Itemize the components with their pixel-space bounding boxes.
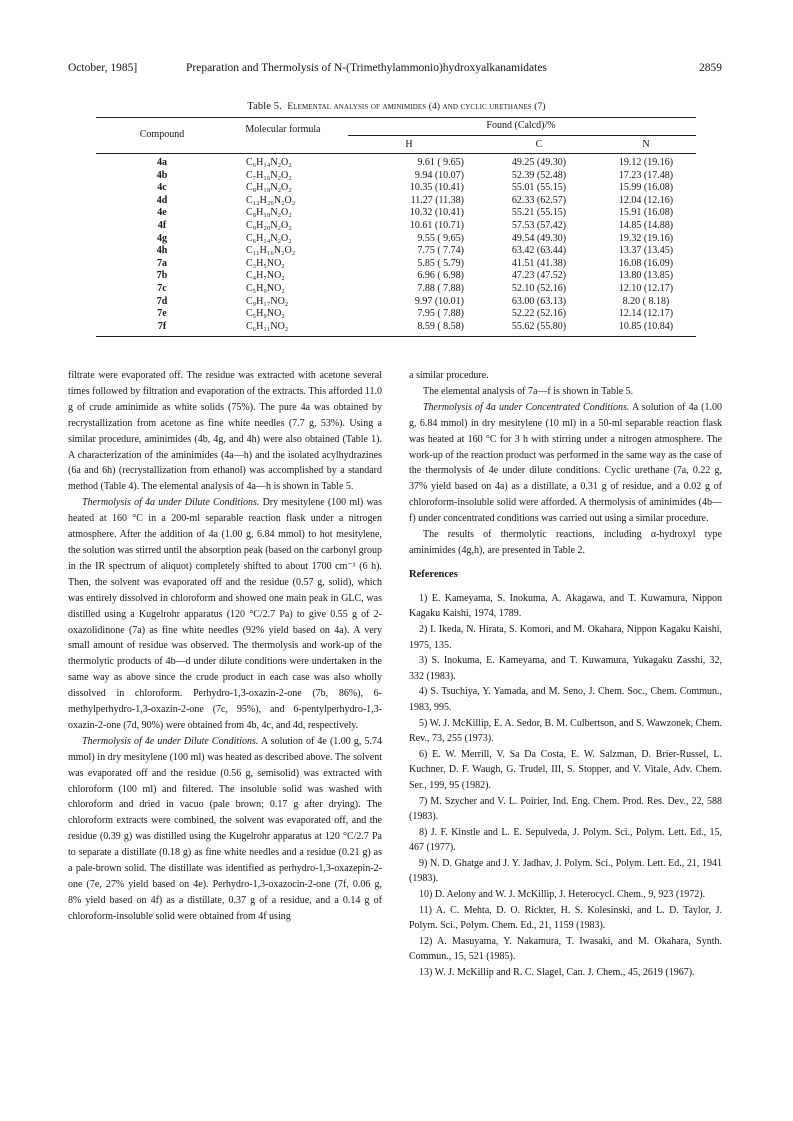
cell-formula: C₅H₉NO₂ — [246, 308, 285, 320]
table-row — [96, 170, 696, 183]
cell-compound: 4d — [156, 194, 168, 206]
cell-formula: C₅H₉NO₂ — [246, 283, 285, 294]
cell-c: 41.51 (41.38) — [511, 257, 567, 269]
cell-compound: 7c — [157, 283, 167, 294]
cell-compound: 4g — [157, 232, 167, 244]
header-found: Found (Calcd)/% — [486, 120, 556, 131]
paragraph-body: Dry mesitylene (100 ml) was heated at 160 °C in a 200-ml separable reaction flask under a nitrogen atmosphere. After the addition of 4a (1.00 g, 6.84 mmol) to hot mesitylene, the solution was stirred until the absorption peak (based on the carbonyl group in the IR spectrum of aliquot) completely shifted to about 1700 cm⁻¹ (6 h). Then, the solvent was evaporated off and the residue (0.57 g, solid), which was entirely dissolved in chloroform and showed one main peak in GLC, was distilled using a Kugelrohr apparatus (120 °C/2.7 Pa) to give 0.55 g of 2-oxazolidinone (7a) as fine white needles (92% yield based on 4a). A very small amount of residue was observed. The thermolysis and work-up of the thermolytic products of 4b—d under dilute conditions were undertaken in the same way as above since the crude product in each case was also wholly dissolved in chloroform. Perhydro-1,3-oxazin-2-one (7b, 86%), 6-methylperhydro-1,3-oxazin-2-one (7c, 95%), and 6-pentylperhydro-1,3-oxazin-2-one (7d, 90%) were obtained from 4b, 4c, and 4d, respectively. — [68, 497, 382, 731]
table-row — [96, 157, 696, 170]
paragraph: a similar procedure. — [409, 370, 489, 381]
table-row — [96, 270, 696, 283]
paragraph: The elemental analysis of 7a—f is shown in Table 5. — [423, 385, 634, 397]
found-subrule — [348, 135, 696, 136]
section-heading: Thermolysis of 4e under Dilute Conditions. — [82, 735, 259, 747]
cell-h: 11.27 (11.38) — [410, 194, 464, 206]
cell-c: 49.54 (49.30) — [511, 232, 567, 244]
cell-compound: 4c — [157, 182, 167, 194]
header-formula: Molecular formula — [245, 124, 321, 135]
table-row — [96, 207, 696, 220]
table-row — [96, 283, 696, 296]
paragraph — [68, 734, 382, 925]
table-row — [96, 308, 696, 321]
reference-item: 5) W. J. McKillip, E. A. Sedor, B. M. Culbertson, and S. Wawzonek, Chem. Rev., 73, 255 (1973). — [409, 717, 722, 745]
cell-h: 10.61 (10.71) — [409, 220, 464, 231]
table-row — [96, 195, 696, 208]
cell-n: 14.85 (14.88) — [618, 220, 674, 231]
reference-item: 4) S. Tsuchiya, Y. Yamada, and M. Seno, J. Chem. Soc., Chem. Commun., 1983, 995. — [409, 686, 722, 713]
cell-compound: 7d — [156, 295, 168, 307]
cell-n: 13.80 (13.85) — [618, 270, 674, 282]
cell-c: 57.53 (57.42) — [511, 220, 567, 231]
cell-c: 55.01 (55.15) — [511, 182, 567, 194]
cell-compound: 7b — [156, 270, 168, 282]
cell-compound: 4h — [156, 245, 168, 257]
table-caption-title: Elemental analysis of aminimides (4) and cyclic urethanes (7) — [287, 102, 546, 112]
cell-h: 5.85 ( 5.79) — [417, 257, 464, 269]
cell-h: 9.55 ( 9.65) — [417, 232, 464, 244]
reference-item: 12) A. Masuyama, Y. Nakamura, T. Iwasaki, and M. Okahara, Synth. Commun., 15, 521 (1985). — [409, 935, 722, 963]
reference-item: 2) I. Ikeda, N. Hirata, S. Komori, and M. Okahara, Nippon Kagaku Kaishi, 1975, 135. — [409, 623, 722, 651]
references-list — [409, 591, 722, 981]
table-row — [96, 182, 696, 195]
table-row — [96, 321, 696, 334]
reference-item: 9) N. D. Ghatge and J. Y. Jadhav, J. Polym. Sci., Polym. Lett. Ed., 21, 1941 (1983). — [409, 857, 722, 885]
section-heading: Thermolysis of 4a under Dilute Conditions. — [82, 497, 260, 509]
cell-n: 10.85 (10.84) — [618, 320, 674, 332]
cell-h: 10.35 (10.41) — [409, 182, 464, 194]
cell-formula: C₉H₁₇NO₂ — [246, 295, 289, 307]
cell-h: 6.96 ( 6.98) — [417, 270, 464, 282]
cell-c: 49.25 (49.30) — [511, 157, 567, 168]
table-row — [96, 233, 696, 246]
paragraph-body: A solution of 4a (1.00 g, 6.84 mmol) in dry mesitylene (10 ml) in a 50-ml separable reaction flask was heated at 160 °C for 3 h with stirring under a nitrogen atmosphere. The work-up of the reaction product was performed in the same way as the case of the thermolysis of 4e under dilute conditions. Cyclic urethane (7a, 0.22 g, 37% yield based on 4a) as a distillate, a 0.31 g of residue, and a 0.02 g of chloroform-insoluble solid were afforded. A thermolysis of aminimides (4b—f) under concentrated conditions was carried out using a similar procedure. — [409, 401, 722, 525]
cell-h: 7.75 ( 7.74) — [417, 245, 464, 257]
cell-h: 9.97 (10.01) — [414, 295, 464, 307]
reference-item: 7) M. Szycher and V. L. Poirier, Ind. Eng. Chem. Prod. Res. Dev., 22, 588 (1983). — [409, 795, 722, 823]
right-text-column — [409, 368, 722, 981]
cell-compound: 4f — [157, 220, 167, 231]
cell-formula: C₃H₅NO₂ — [246, 257, 285, 269]
table-row — [96, 220, 696, 233]
header-h: H — [405, 139, 413, 150]
table-caption-prefix: Table 5. — [247, 101, 282, 112]
cell-formula: C₆H₁₁NO₂ — [246, 320, 289, 332]
header-n: N — [642, 139, 650, 150]
cell-formula: C₆H₁₄N₂O₂ — [246, 157, 292, 168]
cell-c: 62.33 (62.57) — [511, 194, 567, 206]
section-heading: Thermolysis of 4a under Concentrated Conditions. — [423, 401, 630, 413]
cell-c: 52.22 (52.16) — [511, 308, 567, 320]
reference-item: 6) E. W. Merrill, V. Sa Da Costa, E. W. Salzman, D. Brier-Russel, L. Kuchner, D. F. Waugh, G. Trudel, III, S. Stopper, and V. Vitale, Adv. Chem. Ser., 199, 95 (1982). — [409, 748, 722, 791]
cell-n: 17.23 (17.48) — [618, 169, 674, 181]
reference-item: 10) D. Aelony and W. J. McKillip, J. Heterocycl. Chem., 9, 923 (1972). — [419, 889, 706, 901]
cell-c: 52.10 (52.16) — [511, 283, 567, 294]
cell-n: 8.20 ( 8.18) — [622, 295, 670, 307]
cell-c: 63.00 (63.13) — [511, 295, 567, 307]
references-heading: References — [409, 568, 458, 580]
cell-n: 19.12 (19.16) — [618, 157, 674, 168]
paragraph-body: A solution of 4e (1.00 g, 5.74 mmol) in dry mesitylene (100 ml) was heated as described above. The solvent was evaporated off and the residue (0.56 g, semisolid) was extracted with chloroform (100 ml) and filtered. The insoluble solid was washed with chloroform and dried in vacuo (pale brown; 0.17 g after drying). The chloroform extracts were combined, the solvent was evaporated off, and the residue (0.39 g) was distilled using the Kugelrohr apparatus at 120 °C/2.7 Pa to separate a distillate (0.18 g) as fine white needles and a residue (0.21 g) as a pale-brown solid. The distillate was identified as perhydro-1,3-oxazepin-2-one (7e, 27% yield based on 4e). Perhydro-1,3-oxazocin-2-one (7f, 0.06 g, 8% yield based on 4f) as a distillate, 0.37 g of a residue, and a 0.14 g of chloroform-insoluble solid were obtained from 4f using — [68, 735, 383, 922]
paragraph — [68, 495, 382, 734]
cell-n: 16.08 (16.09) — [618, 257, 674, 269]
cell-formula: C₉H₂₀N₂O₂ — [246, 220, 292, 231]
cell-compound: 4e — [157, 207, 167, 219]
cell-h: 9.61 ( 9.65) — [417, 157, 464, 168]
issue-date: October, 1985] — [68, 62, 138, 74]
cell-formula: C₈H₁₈N₂O₂ — [246, 207, 292, 219]
cell-c: 55.62 (55.80) — [511, 320, 567, 332]
table-caption — [0, 101, 793, 112]
cell-c: 52.39 (52.48) — [511, 169, 567, 181]
cell-formula: C₆H₁₄N₂O₂ — [246, 232, 292, 244]
table-bottom-rule — [96, 336, 696, 337]
cell-compound: 7f — [157, 320, 167, 332]
running-header — [68, 62, 722, 78]
cell-compound: 7a — [157, 257, 167, 269]
page-number: 2859 — [699, 62, 722, 74]
header-c: C — [535, 139, 543, 150]
cell-n: 13.37 (13.45) — [618, 245, 674, 257]
cell-compound: 4a — [157, 157, 167, 168]
cell-formula: C₄H₇NO₂ — [246, 270, 285, 282]
cell-compound: 7e — [157, 308, 167, 320]
cell-c: 55.21 (55.15) — [511, 207, 567, 219]
left-text-column — [68, 368, 382, 925]
reference-item: 11) A. C. Mehta, D. O. Rickter, H. S. Kolesinski, and L. D. Taylor, J. Polym. Sci., Polym. Chem. Ed., 21, 1159 (1983). — [409, 904, 722, 932]
cell-h: 10.32 (10.41) — [409, 207, 464, 219]
cell-h: 7.95 ( 7.88) — [417, 308, 464, 320]
paragraph: filtrate were evaporated off. The residue was extracted with acetone several times followed by filtration and evaporation of the extracts. This afforded 11.0 g of crude aminimide as white solids (75%). The pure 4a was obtained by recrystallization from acetone as fine white needles (7.7 g, 53%). Using a similar procedure, aminimides (4b, 4g, and 4h) were also obtained (Table 1). A characterization of the aminimides (4a—h) and the isolated acylhydrazines (6a and 6h) (recrystallization from ethanol) was accomplished by a standard method (Table 4). The elemental analysis of 4a—h is shown in Table 5. — [68, 370, 382, 493]
cell-c: 63.42 (63.44) — [511, 245, 567, 257]
paragraph: The results of thermolytic reactions, including α-hydroxyl type aminimides (4g,h), are presented in Table 2. — [409, 529, 722, 556]
cell-h: 9.94 (10.07) — [414, 169, 464, 181]
reference-item: 3) S. Inokuma, E. Kameyama, and T. Kuwamura, Yukagaku Zasshi, 32, 332 (1983). — [409, 655, 722, 682]
header-compound: Compound — [139, 129, 185, 140]
cell-formula: C₈H₁₈N₂O₂ — [246, 182, 292, 194]
cell-c: 47.23 (47.52) — [511, 270, 567, 282]
cell-compound: 4b — [156, 169, 168, 181]
cell-n: 19.32 (19.16) — [618, 232, 674, 244]
table-header-rule — [96, 153, 696, 154]
cell-formula: C₁₂H₂₆N₂O₂ — [246, 194, 296, 206]
reference-item: 13) W. J. McKillip and R. C. Slagel, Can. J. Chem., 45, 2619 (1967). — [419, 967, 695, 979]
reference-item: 8) J. F. Kinstle and L. E. Sepulveda, J. Polym. Sci., Polym. Lett. Ed., 15, 467 (1977). — [409, 826, 722, 854]
paragraph — [409, 400, 722, 527]
cell-formula: C₁₁H₁₆N₂O₂ — [246, 245, 296, 257]
table-top-rule — [96, 117, 696, 118]
cell-formula: C₇H₁₆N₂O₂ — [246, 169, 292, 181]
cell-n: 12.10 (12.17) — [618, 283, 674, 294]
cell-n: 12.14 (12.17) — [618, 308, 674, 320]
table-row — [96, 258, 696, 271]
cell-n: 15.91 (16.08) — [618, 207, 674, 219]
running-title: Preparation and Thermolysis of N-(Trimethylammonio)hydroxyalkanamidates — [186, 62, 547, 74]
cell-n: 15.99 (16.08) — [618, 182, 674, 194]
table-row — [96, 245, 696, 258]
cell-n: 12.04 (12.16) — [618, 194, 674, 206]
reference-item: 1) E. Kameyama, S. Inokuma, A. Akagawa, and T. Kuwamura, Nippon Kagaku Kaishi, 1974, 1789. — [409, 592, 722, 620]
cell-h: 7.88 ( 7.88) — [417, 283, 464, 294]
table-row — [96, 296, 696, 309]
cell-h: 8.59 ( 8.58) — [417, 320, 464, 332]
